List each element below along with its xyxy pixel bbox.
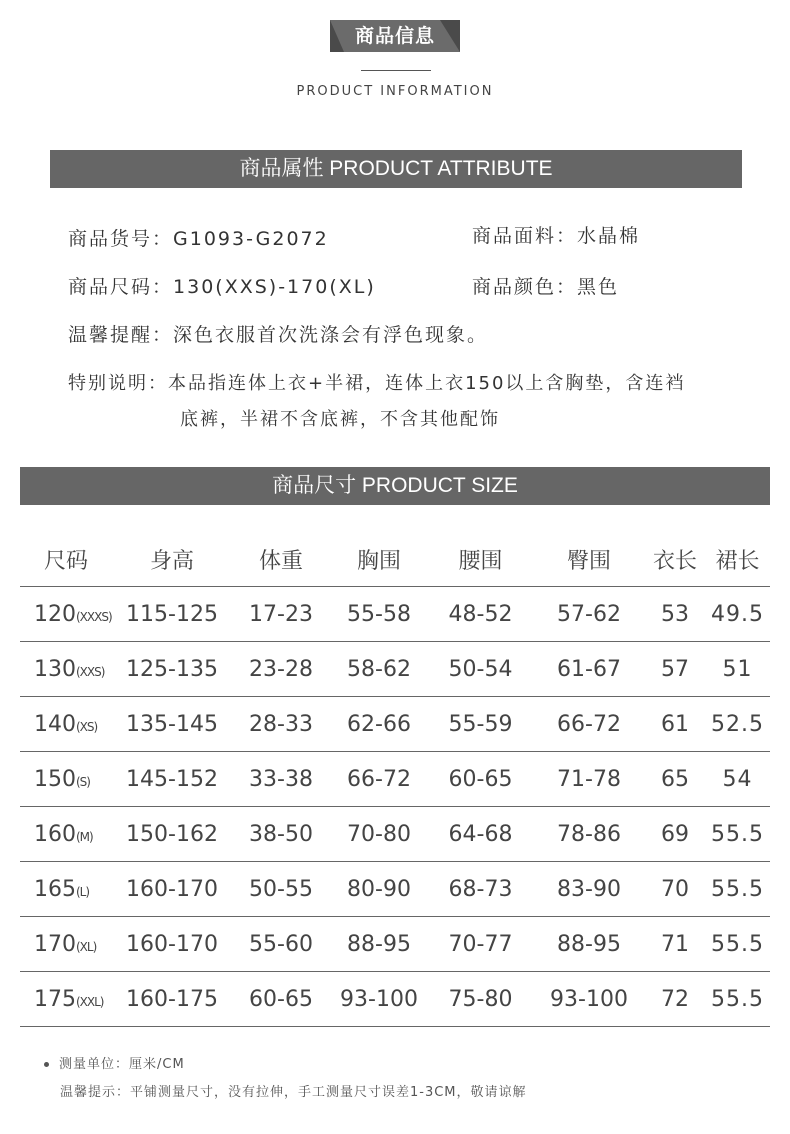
color-row [472,272,619,299]
bullet-icon [44,1062,49,1067]
section-header [330,20,460,52]
cell-chest: 70-80 [330,807,428,862]
size-tag: (XS) [76,719,98,734]
unit-note [44,1053,185,1072]
size-tag: (M) [76,829,93,844]
cell-skirt-length: 55.5 [705,807,770,862]
table-row [20,587,770,642]
table-row [20,862,770,917]
cell-skirt-length: 55.5 [705,917,770,972]
cell-top-length: 70 [645,862,705,917]
size-tag: (L) [76,884,90,899]
cell-skirt-length: 55.5 [705,972,770,1027]
cell-hip: 66-72 [533,697,645,752]
note-line-1: 本品指连体上衣+半裙，连体上衣150以上含胸垫，含连裆 [168,373,686,394]
table-row [20,697,770,752]
cell-chest: 88-95 [330,917,428,972]
cell-top-length: 61 [645,697,705,752]
cell-size [20,862,112,917]
cell-chest: 62-66 [330,697,428,752]
table-row [20,752,770,807]
cell-top-length: 71 [645,917,705,972]
cell-weight: 55-60 [232,917,330,972]
size-tag: (XL) [76,939,97,954]
header-size: 尺码 [20,532,112,587]
cell-hip: 57-62 [533,587,645,642]
reminder-value: 深色衣服首次洗涤会有浮色现象。 [173,324,489,346]
cell-waist: 50-54 [428,642,533,697]
size-range-value: 130(XXS)-170(XL) [173,276,376,298]
cell-size [20,972,112,1027]
fabric-value: 水晶棉 [577,225,641,247]
size-bar: 商品尺寸 PRODUCT SIZE [20,467,770,505]
cell-weight: 17-23 [232,587,330,642]
cell-size [20,587,112,642]
reminder-row [68,320,488,347]
header-title: 商品信息 [354,25,435,47]
header-subtitle: PRODUCT INFORMATION [296,84,494,99]
header-weight: 体重 [232,532,330,587]
cell-weight: 50-55 [232,862,330,917]
cell-waist: 48-52 [428,587,533,642]
note-label: 特别说明： [68,373,168,394]
table-row [20,642,770,697]
cell-chest: 55-58 [330,587,428,642]
size-number: 130 [34,656,76,682]
cell-height: 150-162 [112,807,232,862]
cell-skirt-length: 51 [705,642,770,697]
note-row [68,369,685,395]
item-number-row [68,224,329,251]
cell-chest: 93-100 [330,972,428,1027]
cell-height: 145-152 [112,752,232,807]
cell-hip: 61-67 [533,642,645,697]
table-row [20,917,770,972]
cell-hip: 83-90 [533,862,645,917]
cell-chest: 80-90 [330,862,428,917]
cell-waist: 64-68 [428,807,533,862]
header-divider [361,70,431,71]
cell-height: 125-135 [112,642,232,697]
size-number: 140 [34,711,76,737]
header-waist: 腰围 [428,532,533,587]
table-row [20,972,770,1027]
cell-top-length: 57 [645,642,705,697]
header-chest: 胸围 [330,532,428,587]
size-tag: (XXL) [76,994,104,1009]
cell-chest: 66-72 [330,752,428,807]
cell-weight: 28-33 [232,697,330,752]
cell-size [20,917,112,972]
cell-weight: 23-28 [232,642,330,697]
cell-waist: 55-59 [428,697,533,752]
cell-size [20,697,112,752]
size-number: 165 [34,876,76,902]
cell-top-length: 53 [645,587,705,642]
table-header-row [20,532,770,587]
measurement-tip: 温馨提示：平铺测量尺寸，没有拉伸，手工测量尺寸误差1-3CM，敬请谅解 [60,1085,527,1100]
cell-height: 160-170 [112,917,232,972]
cell-height: 160-175 [112,972,232,1027]
size-range-row [68,272,376,299]
item-number-value: G1093-G2072 [173,228,329,250]
cell-height: 160-170 [112,862,232,917]
color-value: 黑色 [577,276,620,298]
header-top-length: 衣长 [645,532,705,587]
cell-skirt-length: 55.5 [705,862,770,917]
size-number: 150 [34,766,76,792]
size-number: 175 [34,986,76,1012]
item-number-label: 商品货号： [68,228,174,250]
cell-size [20,807,112,862]
cell-size [20,752,112,807]
cell-waist: 75-80 [428,972,533,1027]
header-hip: 臀围 [533,532,645,587]
cell-skirt-length: 54 [705,752,770,807]
attribute-bar: 商品属性 PRODUCT ATTRIBUTE [50,150,742,188]
cell-top-length: 65 [645,752,705,807]
cell-skirt-length: 52.5 [705,697,770,752]
cell-weight: 33-38 [232,752,330,807]
size-tag: (XXXS) [76,609,112,624]
cell-waist: 70-77 [428,917,533,972]
size-number: 120 [34,601,76,627]
cell-top-length: 72 [645,972,705,1027]
cell-hip: 78-86 [533,807,645,862]
cell-hip: 88-95 [533,917,645,972]
size-tag: (S) [76,774,90,789]
size-table [20,532,770,1027]
fabric-row [472,221,640,248]
size-number: 160 [34,821,76,847]
header-skirt-length: 裙长 [705,532,770,587]
cell-top-length: 69 [645,807,705,862]
cell-height: 135-145 [112,697,232,752]
color-label: 商品颜色： [472,276,578,298]
size-tag: (XXS) [76,664,105,679]
cell-size [20,642,112,697]
table-row [20,807,770,862]
cell-weight: 60-65 [232,972,330,1027]
reminder-label: 温馨提醒： [68,324,174,346]
header-height: 身高 [112,532,232,587]
cell-hip: 93-100 [533,972,645,1027]
fabric-label: 商品面料： [472,225,578,247]
size-number: 170 [34,931,76,957]
note-line-2: 底裤，半裙不含底裤，不含其他配饰 [180,409,500,430]
unit-text: 测量单位：厘米/CM [59,1057,185,1072]
cell-waist: 68-73 [428,862,533,917]
cell-skirt-length: 49.5 [705,587,770,642]
cell-height: 115-125 [112,587,232,642]
cell-waist: 60-65 [428,752,533,807]
size-range-label: 商品尺码： [68,276,174,298]
cell-chest: 58-62 [330,642,428,697]
cell-hip: 71-78 [533,752,645,807]
cell-weight: 38-50 [232,807,330,862]
